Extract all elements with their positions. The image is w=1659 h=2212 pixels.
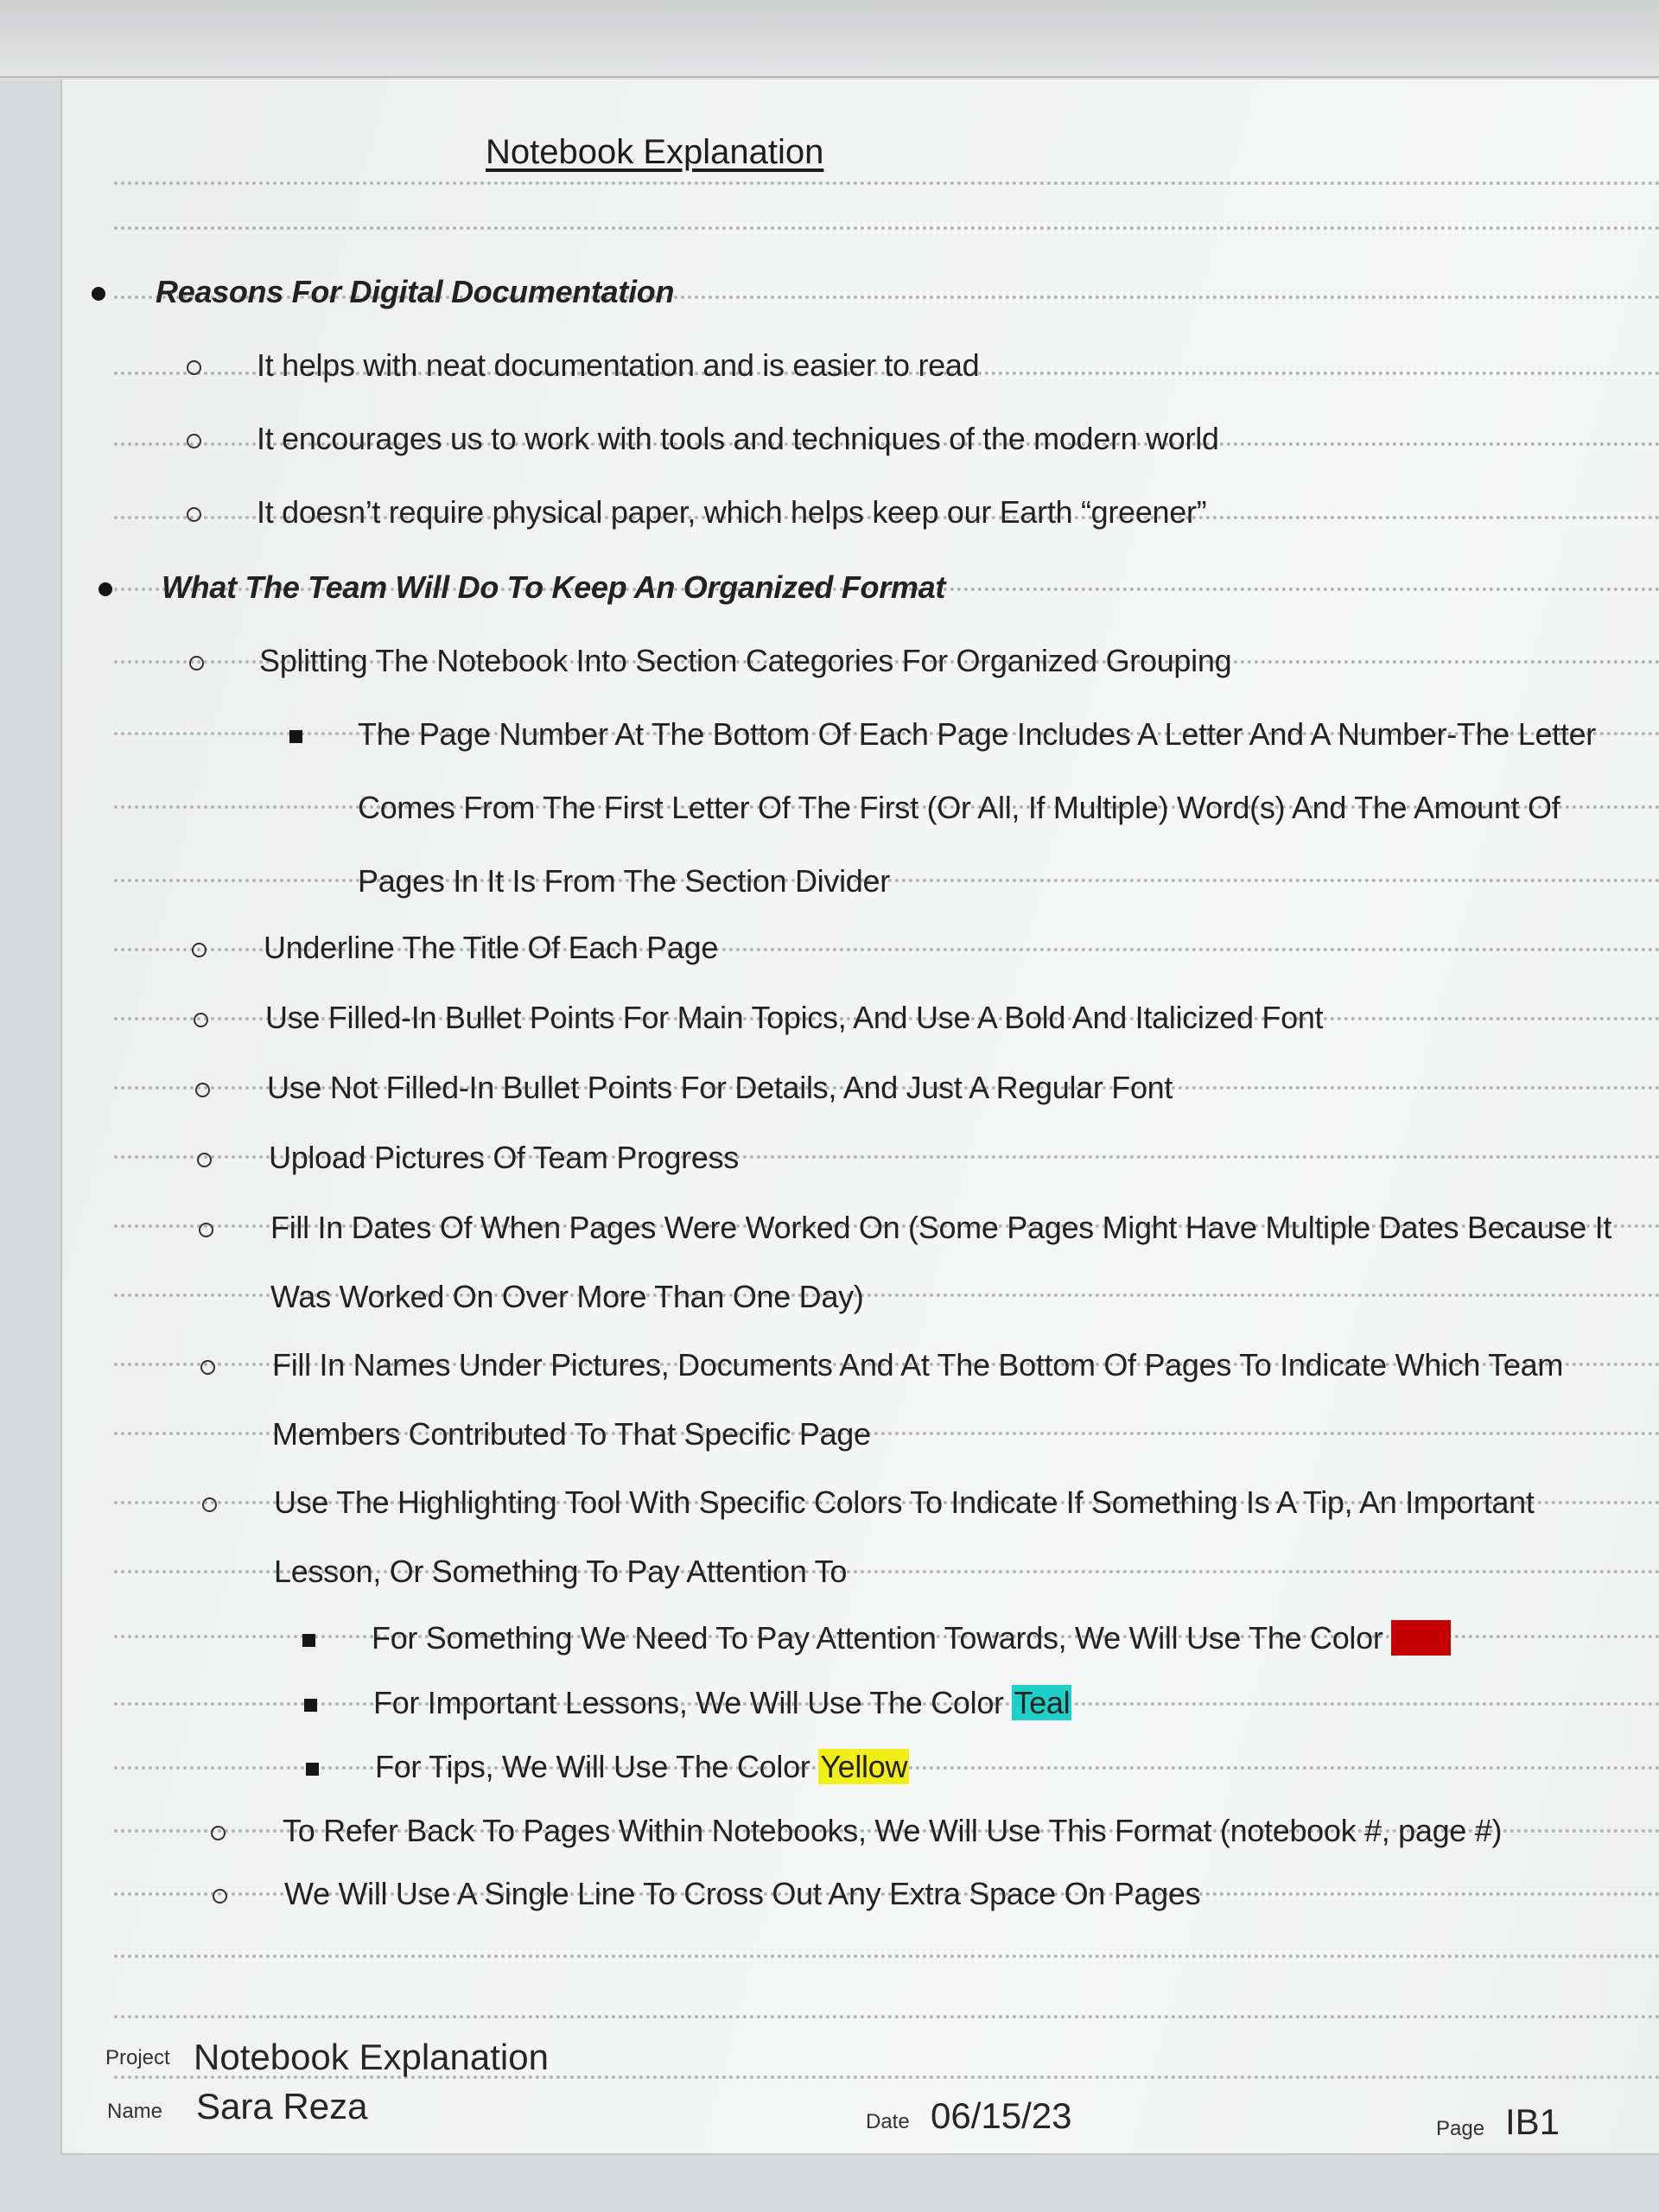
- detail-bullet: [207, 1883, 232, 1909]
- list-item: To Refer Back To Pages Within Notebooks, We Will Use This Format (notebook #, page #): [283, 1813, 1503, 1848]
- list-item: Use Not Filled-In Bullet Points For Details, And Just A Regular Font: [267, 1070, 1173, 1105]
- list-item: Use The Highlighting Tool With Specific Colors To Indicate If Something Is A Tip, An Important: [274, 1484, 1535, 1520]
- ruled-line: [114, 226, 1659, 230]
- detail-bullet: [193, 1217, 219, 1243]
- detail-bullet: [194, 1354, 220, 1380]
- page-title: Notebook Explanation: [486, 133, 824, 171]
- notebook-page: [60, 79, 1659, 2155]
- ruled-line: [114, 1955, 1659, 1958]
- project-value: Notebook Explanation: [194, 2037, 549, 2077]
- project-label: Project: [105, 2046, 170, 2069]
- detail-bullet: [189, 1077, 215, 1103]
- list-item-continuation: Members Contributed To That Specific Page: [272, 1416, 871, 1452]
- detail-bullet: [181, 428, 207, 454]
- sub-detail-bullet: [297, 1692, 323, 1718]
- main-topic-bullet: [92, 576, 118, 602]
- highlight-yellow-text: For Tips, We Will Use The Color: [375, 1749, 810, 1784]
- page-number-label: Page: [1436, 2117, 1485, 2140]
- list-item: [372, 1620, 1451, 1656]
- list-item: Use Filled-In Bullet Points For Main Topics, And Use A Bold And Italicized Font: [265, 1000, 1324, 1035]
- page-number-value: IB1: [1505, 2101, 1560, 2142]
- name-value: Sara Reza: [196, 2086, 368, 2126]
- section-heading: What The Team Will Do To Keep An Organized Format: [162, 569, 946, 605]
- list-item: Fill In Names Under Pictures, Documents And At The Bottom Of Pages To Indicate Which Team: [272, 1347, 1564, 1382]
- detail-bullet: [188, 1007, 213, 1033]
- list-item: Splitting The Notebook Into Section Categories For Organized Grouping: [259, 643, 1232, 678]
- detail-bullet: [191, 1147, 217, 1173]
- list-item: It doesn’t require physical paper, which helps keep our Earth “greener”: [257, 494, 1207, 530]
- detail-bullet: [181, 501, 207, 527]
- list-item-continuation: Comes From The First Letter Of The First (Or All, If Multiple) Word(s) And The Amount Of: [358, 790, 1560, 825]
- yellow-highlight: Yellow: [820, 1749, 908, 1784]
- list-item: [373, 1685, 1071, 1721]
- ruled-line: [114, 181, 1659, 185]
- sub-detail-bullet: [299, 1756, 325, 1782]
- list-item: Underline The Title Of Each Page: [264, 930, 719, 965]
- list-item-continuation: Was Worked On Over More Than One Day): [270, 1279, 864, 1314]
- list-item: It encourages us to work with tools and techniques of the modern world: [257, 421, 1219, 456]
- detail-bullet: [181, 354, 207, 380]
- list-item-continuation: Pages In It Is From The Section Divider: [358, 863, 890, 899]
- red-highlight: Red: [1393, 1620, 1450, 1656]
- detail-bullet: [205, 1820, 231, 1846]
- detail-bullet: [183, 650, 209, 676]
- highlight-teal-text: For Important Lessons, We Will Use The Color: [373, 1685, 1004, 1720]
- ruled-line: [114, 2015, 1659, 2018]
- list-item-continuation: Lesson, Or Something To Pay Attention To: [274, 1554, 848, 1589]
- detail-bullet: [196, 1491, 222, 1517]
- list-item: We Will Use A Single Line To Cross Out Any Extra Space On Pages: [284, 1876, 1201, 1911]
- highlight-red-text: For Something We Need To Pay Attention Towards, We Will Use The Color: [372, 1620, 1383, 1656]
- teal-highlight: Teal: [1014, 1685, 1071, 1720]
- list-item: [375, 1749, 909, 1785]
- date-label: Date: [866, 2110, 910, 2133]
- list-item: The Page Number At The Bottom Of Each Page Includes A Letter And A Number-The Letter: [358, 716, 1596, 752]
- detail-bullet: [186, 937, 212, 963]
- sub-detail-bullet: [283, 723, 308, 749]
- list-item: It helps with neat documentation and is easier to read: [257, 347, 980, 383]
- main-topic-bullet: [86, 281, 111, 307]
- name-label: Name: [107, 2100, 163, 2123]
- sub-detail-bullet: [296, 1627, 321, 1653]
- date-value: 06/15/23: [931, 2095, 1072, 2136]
- top-toolbar: [0, 0, 1659, 78]
- list-item: Upload Pictures Of Team Progress: [269, 1140, 739, 1175]
- section-heading: Reasons For Digital Documentation: [156, 274, 675, 309]
- list-item: Fill In Dates Of When Pages Were Worked On (Some Pages Might Have Multiple Dates Because It: [270, 1210, 1612, 1245]
